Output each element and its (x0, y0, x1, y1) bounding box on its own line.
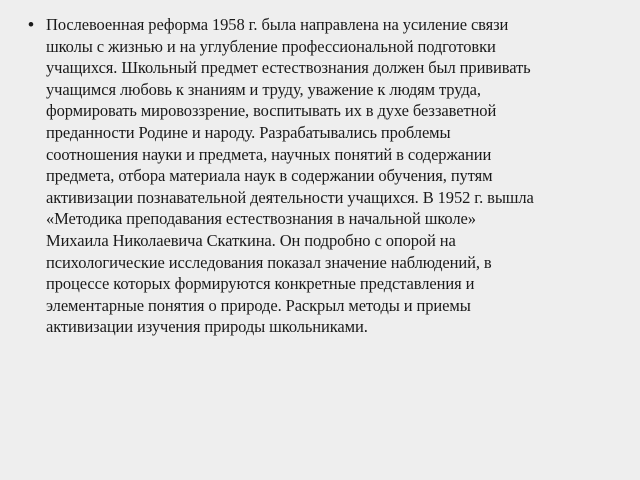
bullet-item (28, 14, 608, 338)
slide-content (28, 14, 608, 338)
bullet-paragraph: Послевоенная реформа 1958 г. была направлена на усиление связи школы с жизнью и на углубление профессиональной подготовки учащихся. Школьный предмет естествознания должен был прививать учащимся любовь к знаниям и труду, уважение к людям труда, формировать мировоззрение, воспитывать их в духе беззаветной преданности Родине и народу. Разрабатывались проблемы соотношения науки и предмета, научных понятий в содержании предмета, отбора материала наук в содержании обучения, путям активизации познавательной деятельности учащихся. В 1952 г. вышла «Методика преподавания естествознания в начальной школе» Михаила Николаевича Скаткина. Он подробно с опорой на психологические исследования показал значение наблюдений, в процессе которых формируются конкретные представления и элементарные понятия о природе. Раскрыл методы и приемы активизации изучения природы школьниками. (46, 15, 534, 337)
bullet-marker: • (28, 15, 34, 34)
